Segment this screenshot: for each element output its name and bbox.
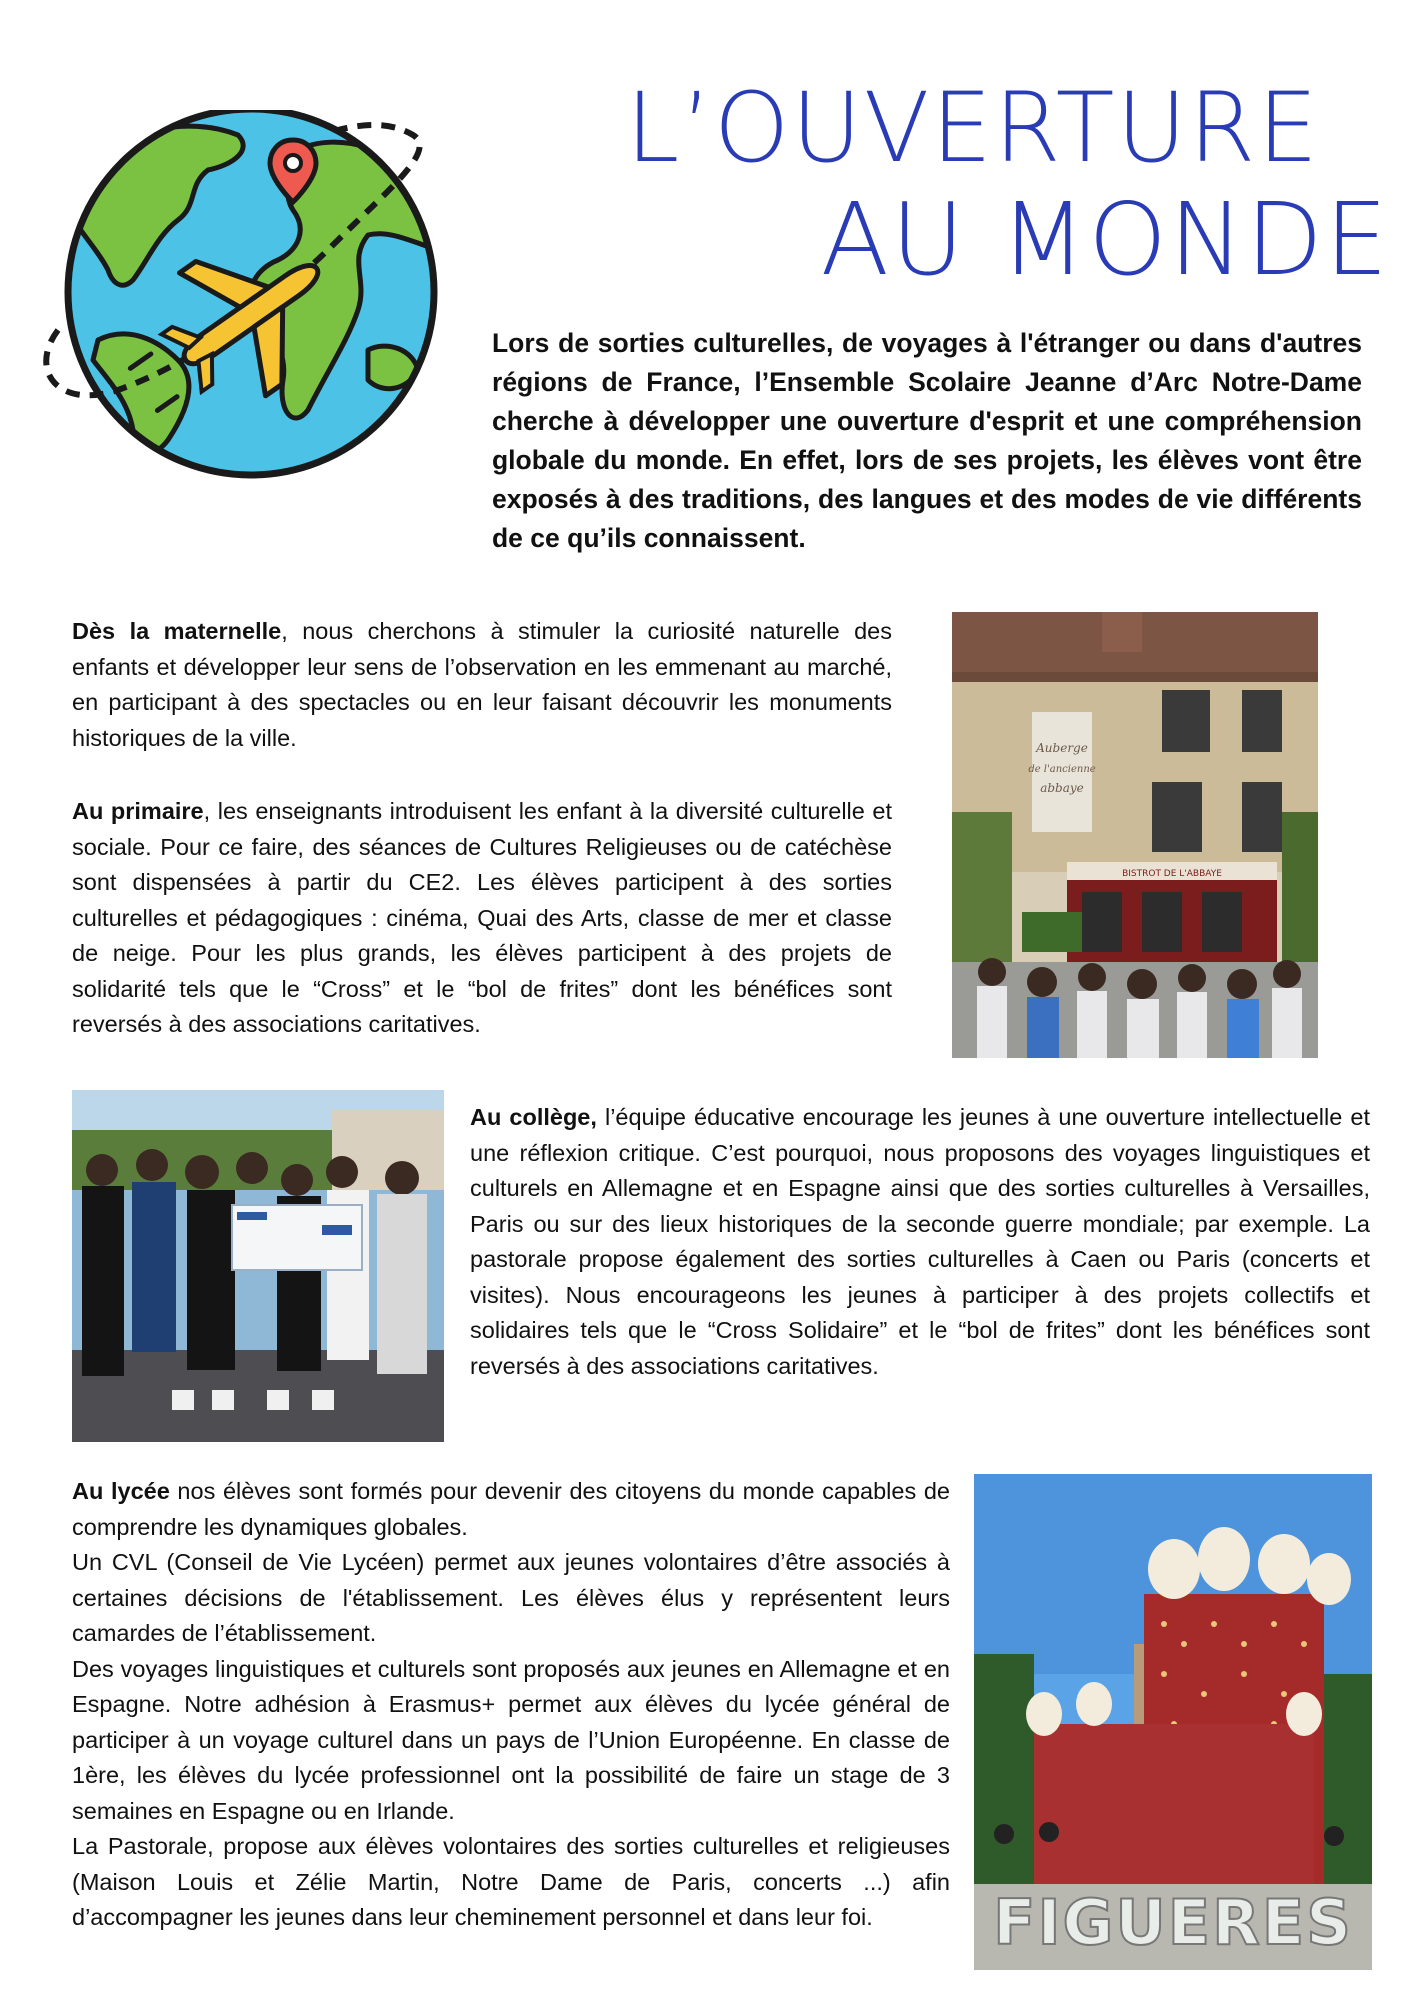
college-lead: Au collège, xyxy=(470,1104,597,1130)
college-text: l’équipe éducative encourage les jeunes à une ouverture intellectuelle et une réflexion critique. C’est pourquoi, nous proposons des voyages linguistiques et culturels en Allemagne et en Espagne ainsi que des sorties culturelles à Versailles, Paris ou sur des lieux historiques de la seconde guerre mondiale; par exemple. La pastorale propose également des sorties culturelles à Caen ou Paris (concerts et visites). Nous encourageons les jeunes à participer à des projets collectifs et solidaires tels que le “Cross Solidaire” et le “bol de frites” dont les bénéfices sont reversés à des associations caritatives. xyxy=(470,1104,1370,1379)
primaire-lead: Au primaire xyxy=(72,798,204,824)
title-line-2: AU MONDE xyxy=(820,181,1390,298)
maternelle-lead: Dès la maternelle xyxy=(72,618,282,644)
abbaye-sign-line-3: abbaye xyxy=(1040,781,1084,795)
globe-illustration xyxy=(38,110,458,480)
lycee-voyages-text: Des voyages linguistiques et culturels sont proposés aux jeunes en Allemagne et en Espagne. Notre adhésion à Erasmus+ permet aux élèves du lycée général de participer à un voyage culturel dans un pays de l’Union Européenne. En classe de 1ère, les élèves du lycée professionnel ont la possibilité de faire un stage de 3 semaines en Espagne ou en Irlande. xyxy=(72,1655,950,1824)
maternelle-text: , nous cherchons à stimuler la curiosité naturelle des enfants et développer leur sens de l’observation en les emmenant au marché, en participant à des spectacles ou en leur faisant découvrir les monuments historiques de la ville. xyxy=(72,618,892,751)
lycee-text: nos élèves sont formés pour devenir des citoyens du monde capables de comprendre les dynamiques globales. xyxy=(72,1478,950,1540)
maternelle-paragraph xyxy=(72,614,892,756)
college-paragraph xyxy=(470,1100,1370,1384)
photo-abbaye-visit xyxy=(952,612,1318,1058)
lycee-lead: Au lycée xyxy=(72,1478,170,1504)
intro-paragraph: Lors de sorties culturelles, de voyages à l'étranger ou dans d'autres régions de France, l’Ensemble Scolaire Jeanne d’Arc Notre-Dame cherche à développer une ouverture d'esprit et une compréhension globale du monde. En effet, lors de ses projets, les élèves vont être exposés à des traditions, des langues et des modes de vie différents de ce qu’ils connaissent. xyxy=(492,328,1362,553)
lycee-paragraph xyxy=(72,1474,950,1936)
photo-figueres-trip xyxy=(974,1474,1372,1970)
figueres-letters: FIGUERES xyxy=(993,1886,1353,1959)
abbaye-sign-line-2: de l'ancienne xyxy=(1028,764,1096,775)
primaire-paragraph xyxy=(72,794,892,1043)
lycee-pastorale-text: La Pastorale, propose aux élèves volontaires des sorties culturelles et religieuses (Maison Louis et Zélie Martin, Notre Dame de Paris, concerts ...) afin d’accompagner les jeunes dans leur cheminement personnel et dans leur foi. xyxy=(72,1833,950,1930)
primaire-text: , les enseignants introduisent les enfant à la diversité culturelle et sociale. Pour ce faire, des séances de Cultures Religieuses ou de catéchèse sont dispensées à partir du CE2. Les élèves participent à des sorties culturelles et pédagogiques : cinéma, Quai des Arts, classe de mer et classe de neige. Pour les plus grands, les élèves participent à des projets de solidarité tels que le “Cross” et le “bol de frites” dont les bénéfices sont reversés à des associations caritatives. xyxy=(72,798,893,1037)
globe-icon xyxy=(38,110,458,480)
bistrot-sign: BISTROT DE L'ABBAYE xyxy=(1122,869,1222,879)
photo-cheque-group xyxy=(72,1090,444,1442)
page-title xyxy=(600,72,1390,298)
lycee-cvl-text: Un CVL (Conseil de Vie Lycéen) permet aux jeunes volontaires d’être associés à certaines décisions de l'établissement. Les élèves élus y représentent leurs camardes de l’établissement. xyxy=(72,1549,950,1646)
abbaye-sign-line-1: Auberge xyxy=(1036,741,1088,755)
title-line-1: L’OUVERTURE xyxy=(625,72,1320,184)
